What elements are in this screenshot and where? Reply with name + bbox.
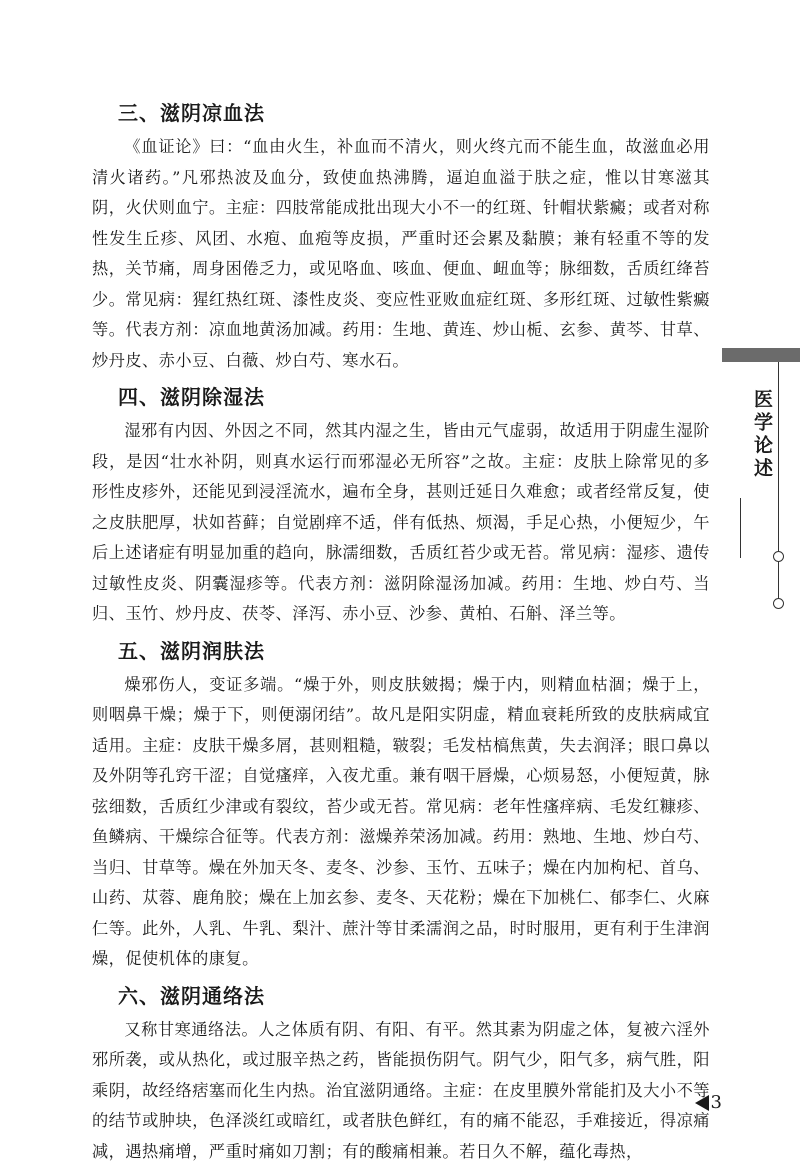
section-paragraph-6: 又称甘寒通络法。人之体质有阴、有阳、有平。然其素为阴虚之体，复被六淫外邪所袭，或从热化，或过服辛热之药，皆能损伤阴气。阴气少，阳气多，病气胜，阳乘阴，故经络痞塞而化生内热。治宜滋阴通络。主症：在皮里膜外常能扪及大小不等的结节或肿块，色泽淡红或暗红，或者肤色鲜红，有的痛不能忍，手难接近，得凉痛减，遇热痛增，严重时痛如刀割；有的酸痛相兼。若日久不解，蕴化毒热，: [92, 1019, 710, 1161]
section-paragraph-5: 燥邪伤人，变证多端。“燥于外，则皮肤皴揭；燥于内，则精血枯涸；燥于上，则咽鼻干燥；燥于下，则便溺闭结”。故凡是阳实阴虚，精血衰耗所致的皮肤病咸宜适用。主症：皮肤干燥多屑，甚则粗糙，皲裂；毛发枯槁焦黄，失去润泽；眼口鼻以及外阴等孔窍干涩；自觉瘙痒，入夜尤重。兼有咽干唇燥，心烦易怒，小便短黄，脉弦细数，舌质红少津或有裂纹，苔少或无苔。常见病：老年性瘙痒病、毛发红糠疹、鱼鳞病、干燥综合征等。代表方剂：滋燥养荣汤加减。药用：熟地、生地、炒白芍、当归、甘草等。燥在外加天冬、麦冬、沙参、玉竹、五味子；燥在内加枸杞、首乌、山药、苁蓉、鹿角胶；燥在上加玄参、麦冬、天花粉；燥在下加桃仁、郁李仁、火麻仁等。此外，人乳、牛乳、梨汁、蔗汁等甘柔濡润之品，时时服用，更有利于生津润燥，促使机体的康复。: [92, 674, 710, 968]
side-tab-bar: [722, 348, 800, 362]
section-title-6: 六、滋阴通络法: [118, 983, 265, 1008]
arrow-left-icon: [695, 1095, 709, 1111]
page-number: [695, 1092, 722, 1113]
section-paragraph-4: 湿邪有内因、外因之不同，然其内湿之生，皆由元气虚弱，故适用于阴虚生湿阶段，是因“壮水补阴，则真水运行而邪湿必无所容”之故。主症：皮肤上除常见的多形性皮疹外，还能见到浸淫流水，遍布全身，甚则迁延日久难愈；或者经常反复，使之皮肤肥厚，状如苔藓；自觉剧痒不适，伴有低热、烦渴，手足心热，小便短少，午后上述诸症有明显加重的趋向，脉濡细数，舌质红苔少或无苔。常见病：湿疹、遗传过敏性皮炎、阴囊湿疹等。代表方剂：滋阴除湿汤加减。药用：生地、炒白芍、当归、玉竹、炒丹皮、茯苓、泽泻、赤小豆、沙参、黄柏、石斛、泽兰等。: [92, 421, 710, 623]
side-tab-bead-icon: [773, 551, 784, 562]
section-title-4: 四、滋阴除湿法: [118, 385, 265, 409]
page-number-value: 3: [710, 1092, 722, 1113]
side-tab-label: 医学论述: [751, 389, 773, 481]
side-tab-line: [778, 362, 779, 602]
section-paragraph-3: 《血证论》曰：“血由火生，补血而不清火，则火终亢而不能生血，故滋血必用清火诸药。”凡邪热波及血分，致使血热沸腾，逼迫血溢于肤之症，惟以甘寒滋其阴，火伏则血宁。主症：四肢常能成批出现大小不一的红斑、针帽状紫癜；或者对称性发生丘疹、风团、水疱、血疱等皮损，严重时还会累及黏膜；兼有轻重不等的发热，关节痛，周身困倦乏力，或见咯血、咳血、便血、衄血等；脉细数，舌质红绛苔少。常见病：猩红热红斑、漆性皮炎、变应性亚败血症红斑、多形红斑、过敏性紫癜等。代表方剂：凉血地黄汤加减。药用：生地、黄连、炒山栀、玄参、黄芩、甘草、炒丹皮、赤小豆、白薇、炒白芍、寒水石。: [92, 137, 710, 370]
side-tab-bead-icon: [773, 598, 784, 609]
section-title-5: 五、滋阴润肤法: [118, 638, 265, 663]
section-title-3: 三、滋阴凉血法: [118, 101, 265, 125]
side-tab-divider: [740, 498, 741, 558]
page-content: [92, 98, 710, 1173]
